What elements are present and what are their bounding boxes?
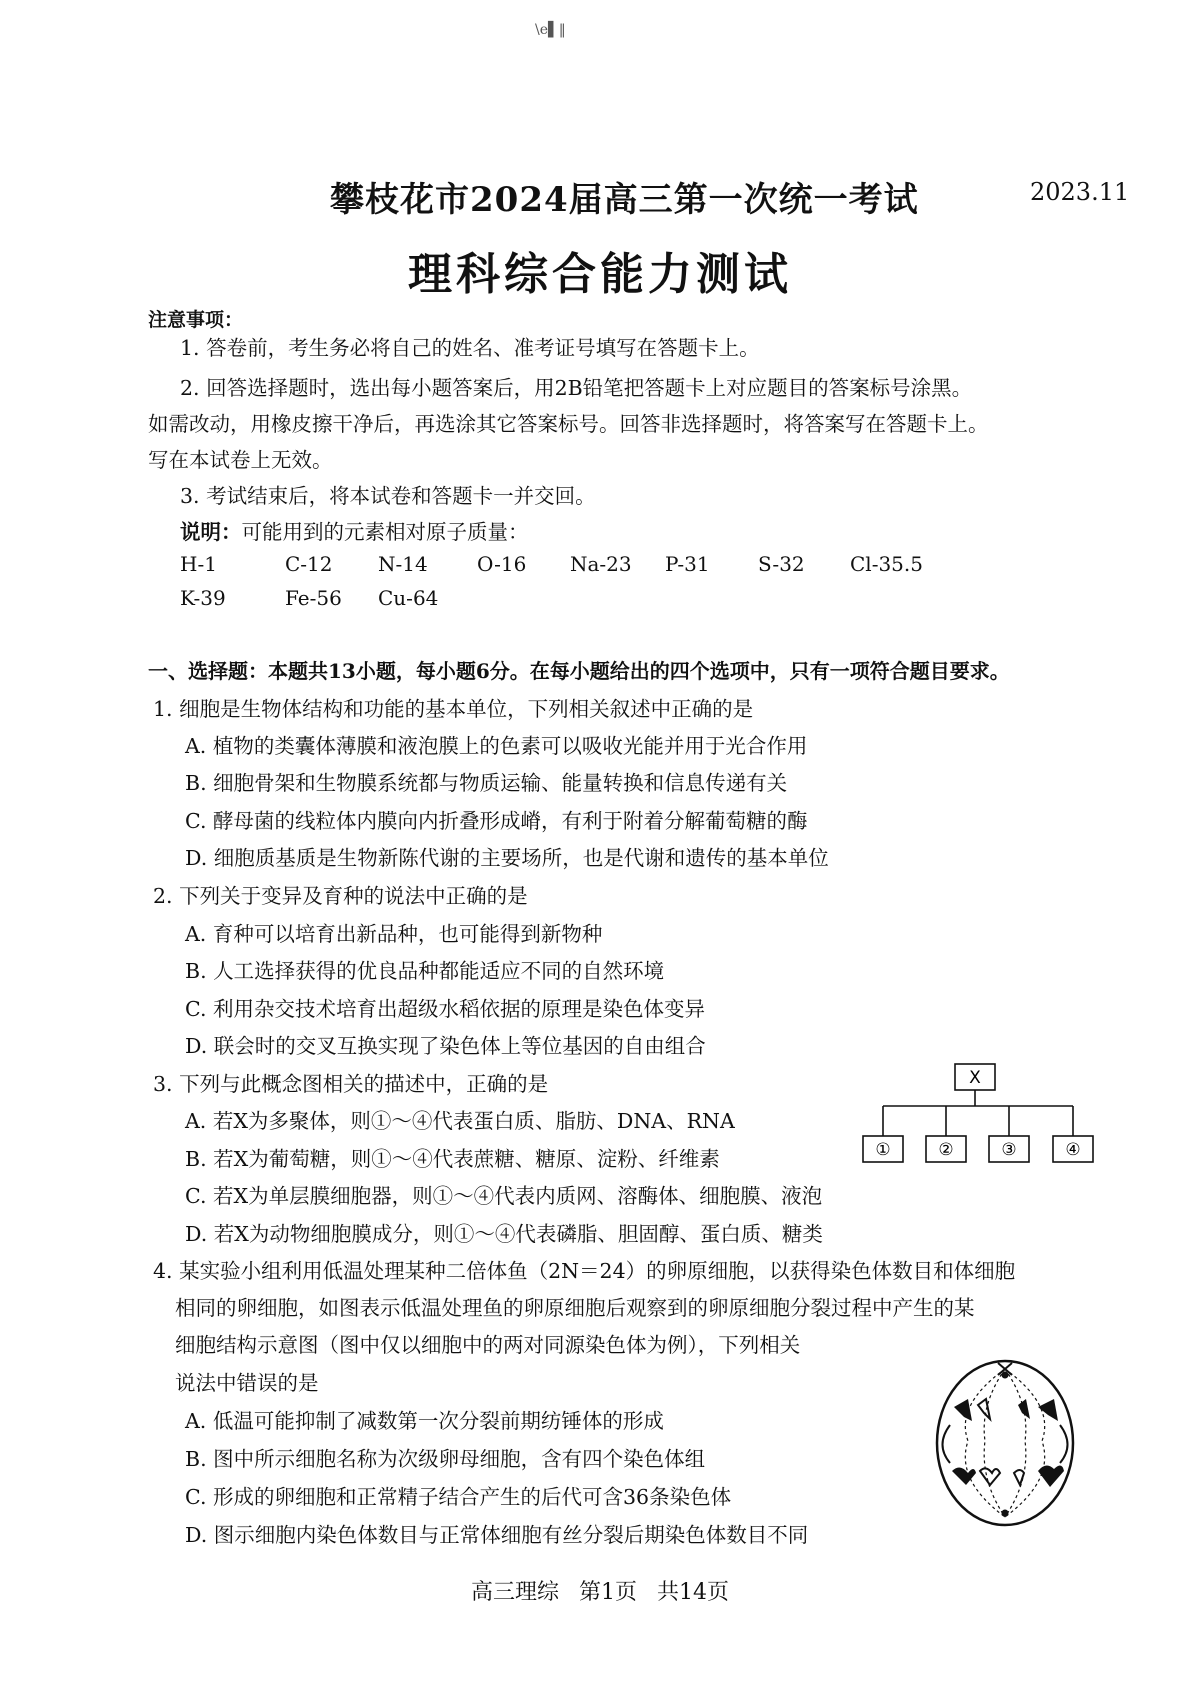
concept-map xyxy=(850,1062,1100,1172)
centrosome-bottom xyxy=(1002,1510,1009,1517)
question-1-option-c[interactable]: C. 酵母菌的线粒体内膜向内折叠形成嵴，有利于附着分解葡萄糖的酶 xyxy=(185,809,808,833)
concept-child-2: ② xyxy=(938,1140,954,1160)
element-na: Na-23 xyxy=(570,552,632,576)
question-3-option-b[interactable]: B. 若X为葡萄糖，则①～④代表蔗糖、糖原、淀粉、纤维素 xyxy=(185,1147,720,1171)
footer-total: 共14页 xyxy=(657,1580,729,1605)
question-4-stem-cont: 相同的卵细胞，如图表示低温处理鱼的卵原细胞后观察到的卵原细胞分裂过程中产生的某 xyxy=(175,1296,975,1320)
question-1-option-d[interactable]: D. 细胞质基质是生物新陈代谢的主要场所，也是代谢和遗传的基本单位 xyxy=(185,846,829,870)
footer-subject: 高三理综 xyxy=(470,1580,559,1605)
element-o: O-16 xyxy=(477,552,527,576)
cell-division-figure xyxy=(930,1355,1080,1530)
question-4-stem-cont3: 说法中错误的是 xyxy=(175,1371,319,1395)
element-c: C-12 xyxy=(285,552,333,576)
question-3-option-d[interactable]: D. 若X为动物细胞膜成分，则①～④代表磷脂、胆固醇、蛋白质、糖类 xyxy=(185,1222,823,1246)
cell-membrane xyxy=(937,1361,1073,1525)
notice-item-3: 3. 考试结束后，将本试卷和答题卡一并交回。 xyxy=(180,484,596,508)
element-p: P-31 xyxy=(665,552,710,576)
question-2-option-b[interactable]: B. 人工选择获得的优良品种都能适应不同的自然环境 xyxy=(185,959,665,983)
note-text: 可能用到的元素相对原子质量： xyxy=(241,520,529,544)
note-label: 说明： xyxy=(180,520,242,544)
concept-map-root xyxy=(955,1064,995,1090)
question-4-stem-cont2: 细胞结构示意图（图中仅以细胞中的两对同源染色体为例），下列相关 xyxy=(175,1333,801,1357)
spindle-fibers xyxy=(965,1369,1044,1517)
chromosomes-lower xyxy=(952,1465,1064,1487)
element-n: N-14 xyxy=(378,552,428,576)
exam-title: 攀枝花市2024届高三第一次统一考试 xyxy=(330,180,919,220)
page-footer xyxy=(0,1575,1200,1606)
question-2-option-a[interactable]: A. 育种可以培育出新品种，也可能得到新物种 xyxy=(185,922,603,946)
question-2-stem: 2. 下列关于变异及育种的说法中正确的是 xyxy=(153,884,528,908)
question-3-stem: 3. 下列与此概念图相关的描述中，正确的是 xyxy=(153,1072,549,1096)
question-3-option-c[interactable]: C. 若X为单层膜细胞器，则①～④代表内质网、溶酶体、细胞膜、液泡 xyxy=(185,1184,823,1208)
question-4-option-a[interactable]: A. 低温可能抑制了减数第一次分裂前期纺锤体的形成 xyxy=(185,1409,664,1433)
footer-page: 第1页 xyxy=(579,1580,637,1605)
cell-membrane-fold xyxy=(943,1425,951,1463)
element-fe: Fe-56 xyxy=(285,586,342,610)
question-4-option-c[interactable]: C. 形成的卵细胞和正常精子结合产生的后代可含36条染色体 xyxy=(185,1485,732,1509)
element-mass-note xyxy=(180,514,529,550)
element-s: S-32 xyxy=(758,552,805,576)
element-k: K-39 xyxy=(180,586,226,610)
question-2-option-c[interactable]: C. 利用杂交技术培育出超级水稻依据的原理是染色体变异 xyxy=(185,997,705,1021)
question-4-option-d[interactable]: D. 图示细胞内染色体数目与正常体细胞有丝分裂后期染色体数目不同 xyxy=(185,1523,809,1547)
concept-child-3: ③ xyxy=(1001,1140,1017,1160)
concept-map-root-label: X xyxy=(969,1068,981,1088)
question-4-stem: 4. 某实验小组利用低温处理某种二倍体鱼（2N＝24）的卵原细胞，以获得染色体数目和体细胞 xyxy=(153,1259,1016,1283)
question-1-stem: 1. 细胞是生物体结构和功能的基本单位，下列相关叙述中正确的是 xyxy=(153,697,754,721)
section-heading: 一、选择题：本题共13小题，每小题6分。在每小题给出的四个选项中，只有一项符合题目要求。 xyxy=(148,659,1010,683)
notice-item-2-cont: 如需改动，用橡皮擦干净后，再选涂其它答案标号。回答非选择题时，将答案写在答题卡上。 xyxy=(148,412,989,436)
chromosomes-upper xyxy=(954,1399,1058,1421)
scan-mark: \e▌‖ xyxy=(535,22,566,38)
question-3-option-a[interactable]: A. 若X为多聚体，则①～④代表蛋白质、脂肪、DNA、RNA xyxy=(185,1109,735,1133)
concept-child-1: ① xyxy=(875,1140,891,1160)
element-cu: Cu-64 xyxy=(378,586,439,610)
element-h: H-1 xyxy=(180,552,217,576)
notice-item-2-cont2: 写在本试卷上无效。 xyxy=(148,448,333,472)
question-1-option-b[interactable]: B. 细胞骨架和生物膜系统都与物质运输、能量转换和信息传递有关 xyxy=(185,771,788,795)
notice-item-2: 2. 回答选择题时，选出每小题答案后，用2B铅笔把答题卡上对应题目的答案标号涂黑。 xyxy=(180,376,973,400)
notice-item-1: 1. 答卷前，考生务必将自己的姓名、准考证号填写在答题卡上。 xyxy=(180,336,760,360)
question-1-option-a[interactable]: A. 植物的类囊体薄膜和液泡膜上的色素可以吸收光能并用于光合作用 xyxy=(185,734,808,758)
cell-membrane-fold xyxy=(1060,1425,1068,1463)
exam-date: 2023.11 xyxy=(1030,178,1130,206)
element-cl: Cl-35.5 xyxy=(850,552,923,576)
concept-child-4: ④ xyxy=(1065,1140,1081,1160)
question-4-option-b[interactable]: B. 图中所示细胞名称为次级卵母细胞，含有四个染色体组 xyxy=(185,1447,706,1471)
notice-heading: 注意事项： xyxy=(148,309,244,331)
exam-subtitle: 理科综合能力测试 xyxy=(408,249,792,300)
question-2-option-d[interactable]: D. 联会时的交叉互换实现了染色体上等位基因的自由组合 xyxy=(185,1034,706,1058)
